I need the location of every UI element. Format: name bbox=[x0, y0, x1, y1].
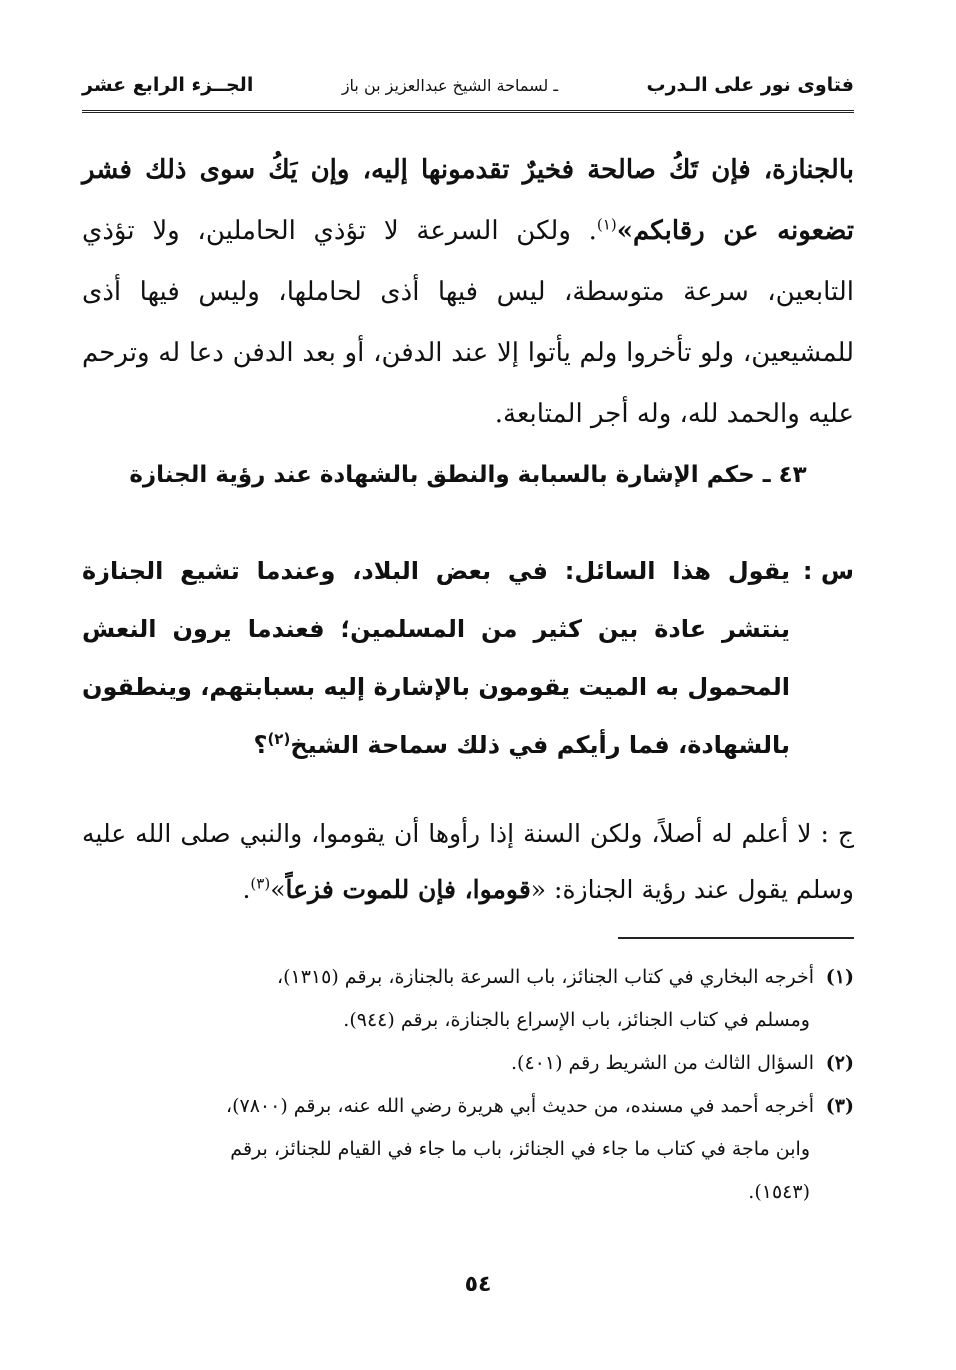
footnote-3 bbox=[82, 1085, 854, 1214]
volume-label: الجــزء الرابع عشر bbox=[82, 74, 254, 96]
footnote-number: (٣) bbox=[825, 1095, 854, 1117]
author-line: ـ لسماحة الشيخ عبدالعزيز بن باز bbox=[341, 75, 559, 95]
answer-block bbox=[82, 806, 854, 918]
footnote-ref-3: (٣) bbox=[250, 874, 271, 893]
question-mark: ؟ bbox=[253, 731, 268, 759]
footnote-text-cont: ومسلم في كتاب الجنائز، باب الإسراع بالجنازة، برقم (٩٤٤). bbox=[343, 1009, 810, 1031]
answer-text: لا أعلم له أصلاً، ولكن السنة إذا رأوها أن يقوموا، والنبي صلى الله عليه وسلم يقول عند رؤية الجنازة: « bbox=[82, 819, 854, 904]
footnote-ref-2: (٢) bbox=[267, 730, 291, 748]
answer-label: ج : bbox=[820, 819, 854, 848]
question-block bbox=[82, 542, 854, 774]
footnote-text: السؤال الثالث من الشريط رقم (٤٠١). bbox=[510, 1052, 814, 1074]
footnote-number: (١) bbox=[825, 966, 854, 988]
body-paragraph bbox=[82, 140, 854, 445]
footnote-text-cont: وابن ماجة في كتاب ما جاء في الجنائز، باب ما جاء في القيام للجنائز، برقم bbox=[230, 1138, 810, 1160]
book-title: فتاوى نور على الـدرب bbox=[646, 74, 854, 96]
footnote-text-cont: (١٥٤٣). bbox=[748, 1181, 810, 1203]
question-text: يقول هذا السائل: في بعض البلاد، وعندما تشيع الجنازة ينتشر عادة بين كثير من المسلمين؛ فعندما يرون النعش المحمول به الميت يقومون بالإشارة إليه بسبابتهم، وينطقون بالشهادة، فما رأيكم في ذلك سماحة الشيخ bbox=[82, 557, 790, 759]
footnote-2 bbox=[82, 1042, 854, 1085]
footnote-number: (٢) bbox=[825, 1052, 854, 1074]
footnote-ref-1: (١) bbox=[596, 215, 617, 234]
hadith-quote: قوموا، فإن للموت فزعاً bbox=[285, 875, 531, 904]
paragraph-continuation: . ولكن السرعة لا تؤذي الحاملين، ولا تؤذي التابعين، سرعة متوسطة، ليس فيها أذى لحاملها، وليس فيها أذى للمشيعين، ولو تأخروا ولم يأتوا إلا عند الدفن، أو بعد الدفن دعا له وترحم عليه والحمد لله، وله أجر المتابعة. bbox=[82, 216, 854, 429]
footnote-separator bbox=[618, 937, 854, 939]
running-header bbox=[82, 60, 854, 113]
page-number: ٥٤ bbox=[464, 1272, 492, 1297]
footnote-text: أخرجه أحمد في مسنده، من حديث أبي هريرة رضي الله عنه، برقم (٧٨٠٠)، bbox=[225, 1095, 814, 1117]
footnote-text: أخرجه البخاري في كتاب الجنائز، باب السرعة بالجنازة، برقم (١٣١٥)، bbox=[276, 966, 814, 988]
question-text-wrapper bbox=[82, 542, 854, 774]
footnote-1 bbox=[82, 956, 854, 1042]
footnotes bbox=[82, 956, 854, 1214]
question-label: س : bbox=[802, 557, 854, 585]
quote-close: » bbox=[270, 875, 286, 904]
hadith-text: بالجنازة، فإن تَكُ صالحة فخيرٌ تقدمونها إليه، وإن يَكُ سوى ذلك فشر تضعونه عن رقابكم» bbox=[82, 155, 854, 246]
answer-end: . bbox=[242, 875, 251, 904]
section-heading: ٤٣ ـ حكم الإشارة بالسبابة والنطق بالشهادة عند رؤية الجنازة bbox=[129, 462, 807, 488]
